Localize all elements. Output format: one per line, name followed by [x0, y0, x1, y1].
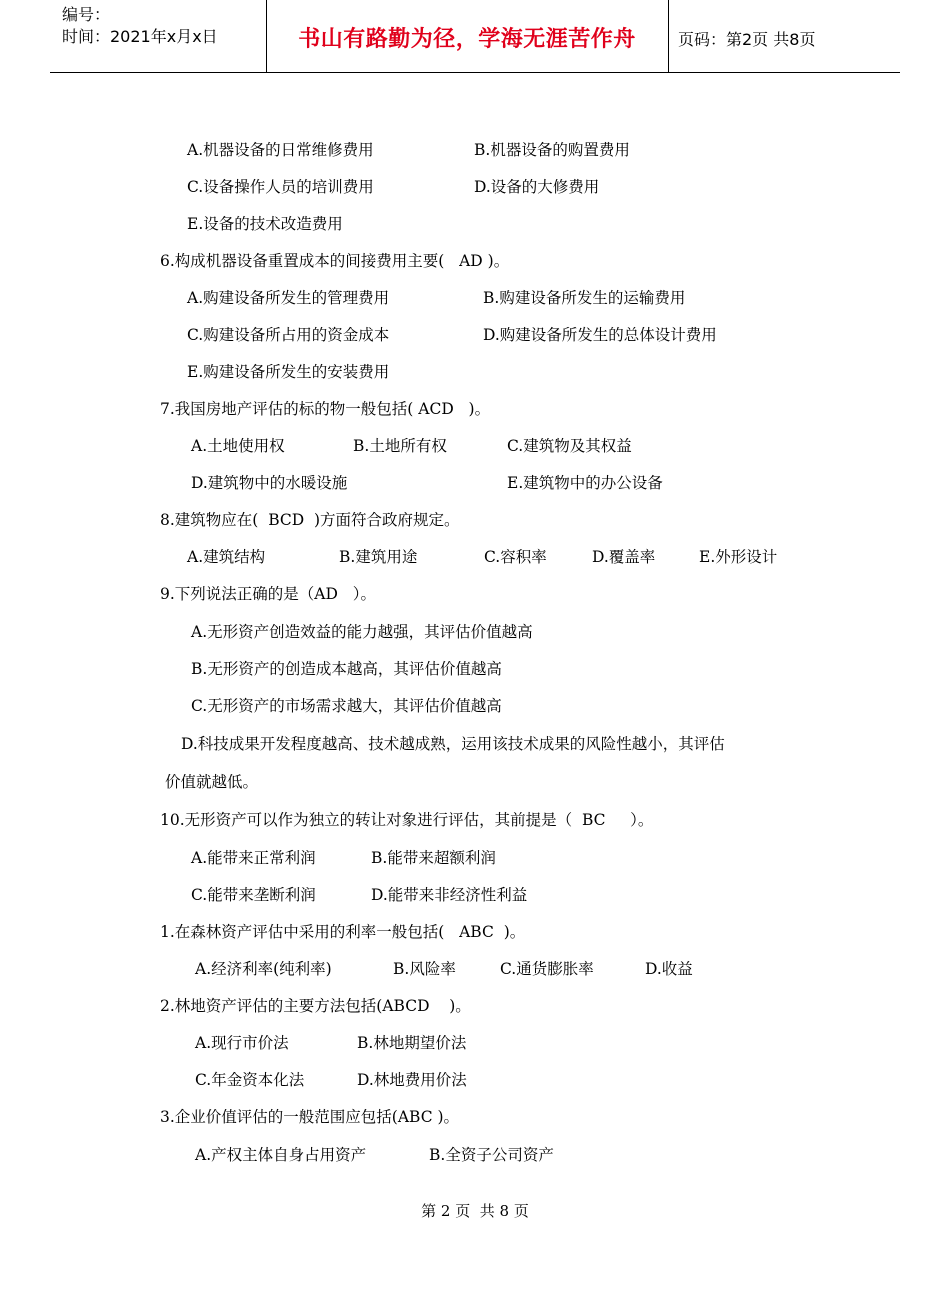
option-line: A.建筑结构 [187, 548, 266, 566]
option-continuation: 价值就越低。 [165, 773, 259, 791]
question-line: 1.在森林资产评估中采用的利率一般包括( ABC )。 [160, 923, 526, 941]
header-meta [62, 4, 218, 48]
option-line: B.能带来超额利润 [371, 849, 496, 867]
header-motto: 书山有路勤为径，学海无涯苦作舟 [298, 27, 636, 52]
option-line: D.覆盖率 [592, 548, 656, 566]
question-line: 10.无形资产可以作为独立的转让对象进行评估，其前提是（ BC ）。 [160, 811, 654, 829]
option-line: B.机器设备的购置费用 [474, 141, 630, 159]
header-rule [50, 72, 900, 73]
option-line: D.科技成果开发程度越高、技术越成熟，运用该技术成果的风险性越小，其评估 [181, 735, 725, 753]
option-line: A.购建设备所发生的管理费用 [187, 289, 390, 307]
page-footer: 第 2 页 共 8 页 [421, 1202, 529, 1220]
option-line: C.能带来垄断利润 [191, 886, 316, 904]
option-line: A.现行市价法 [195, 1034, 289, 1052]
option-line: D.林地费用价法 [357, 1071, 467, 1089]
option-line: D.建筑物中的水暖设施 [191, 474, 348, 492]
option-line: C.容积率 [484, 548, 547, 566]
option-line: B.土地所有权 [353, 437, 447, 455]
question-line: 7.我国房地产评估的标的物一般包括( ACD )。 [160, 400, 491, 418]
option-line: B.全资子公司资产 [429, 1146, 554, 1164]
option-line: E.购建设备所发生的安装费用 [187, 363, 390, 381]
option-line: B.购建设备所发生的运输费用 [483, 289, 686, 307]
option-line: E.设备的技术改造费用 [187, 215, 343, 233]
question-line: 6.构成机器设备重置成本的间接费用主要( AD )。 [160, 252, 510, 270]
header-divider [668, 0, 669, 73]
date-line: 时间：2021年x月x日 [62, 27, 218, 46]
number-label: 编号： [62, 5, 111, 24]
option-line: C.通货膨胀率 [500, 960, 594, 978]
option-line: C.无形资产的市场需求越大，其评估价值越高 [191, 697, 502, 715]
option-line: C.年金资本化法 [195, 1071, 305, 1089]
option-line: D.收益 [645, 960, 693, 978]
option-line: D.购建设备所发生的总体设计费用 [483, 326, 717, 344]
option-line: B.建筑用途 [339, 548, 418, 566]
option-line: A.机器设备的日常维修费用 [187, 141, 374, 159]
option-line: A.能带来正常利润 [191, 849, 316, 867]
option-line: D.设备的大修费用 [474, 178, 600, 196]
option-line: B.无形资产的创造成本越高，其评估价值越高 [191, 660, 502, 678]
header-page-info: 页码：第2页 共8页 [678, 30, 816, 49]
option-line: A.经济利率(纯利率) [195, 960, 332, 978]
option-line: C.设备操作人员的培训费用 [187, 178, 374, 196]
page-header [50, 0, 900, 73]
option-line: A.无形资产创造效益的能力越强，其评估价值越高 [191, 623, 533, 641]
option-line: B.林地期望价法 [357, 1034, 467, 1052]
question-line: 9.下列说法正确的是（AD ）。 [160, 585, 376, 603]
option-line: C.购建设备所占用的资金成本 [187, 326, 390, 344]
option-line: D.能带来非经济性利益 [371, 886, 528, 904]
question-line: 8.建筑物应在( BCD )方面符合政府规定。 [160, 511, 460, 529]
option-line: E.外形设计 [699, 548, 778, 566]
option-line: C.建筑物及其权益 [507, 437, 632, 455]
option-line: E.建筑物中的办公设备 [507, 474, 663, 492]
question-line: 3.企业价值评估的一般范围应包括(ABC )。 [160, 1108, 460, 1126]
option-line: A.产权主体自身占用资产 [195, 1146, 367, 1164]
option-line: A.土地使用权 [191, 437, 285, 455]
question-line: 2.林地资产评估的主要方法包括(ABCD )。 [160, 997, 471, 1015]
option-line: B.风险率 [393, 960, 456, 978]
